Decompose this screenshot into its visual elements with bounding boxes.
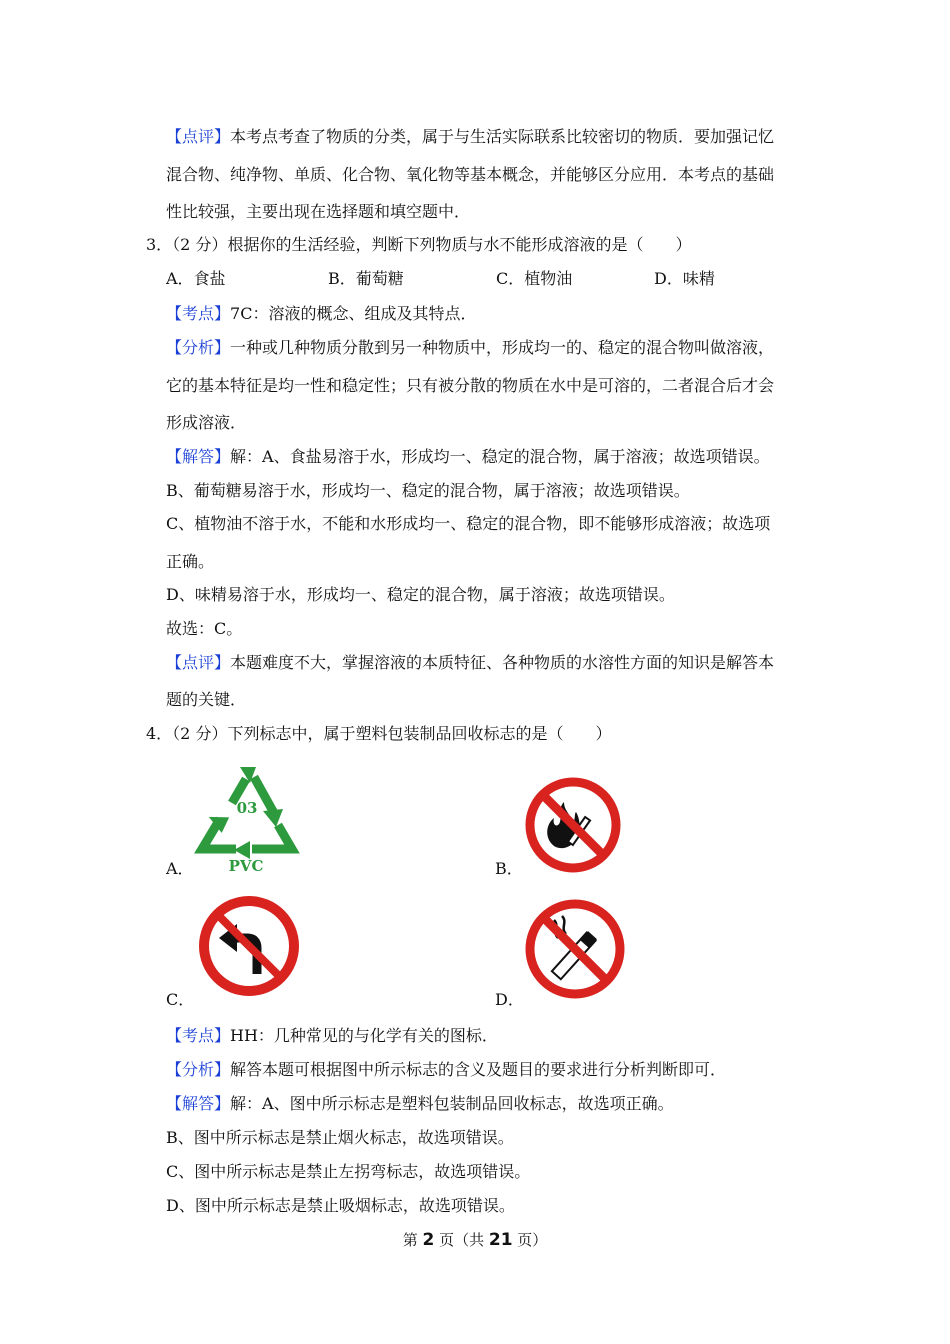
recycle-label: PVC [228,857,264,875]
review-tag: 【点评】 [166,127,231,146]
q3-jieda-1 [166,447,770,467]
q4-kaodian [166,1026,498,1046]
jieda-tag: 【解答】 [166,1094,231,1113]
total-pages: 21 [488,1230,513,1250]
page-footer [0,1229,950,1250]
q3-fenxi-2: 它的基本特征是均一性和稳定性；只有被分散的物质在水中是可溶的，二者混合后才会 [166,376,775,395]
fenxi-text: 解答本题可根据图中所示标志的含义及题目的要求进行分析判断即可． [230,1060,727,1079]
fenxi-tag: 【分析】 [166,1060,231,1079]
kaodian-tag: 【考点】 [166,1026,231,1045]
q3-fenxi-3: 形成溶液． [166,413,247,432]
footer-pre: 第 [402,1231,423,1249]
kaodian-text: HH：几种常见的与化学有关的图标． [230,1026,498,1045]
footer-mid: 页（共 [434,1231,489,1249]
jieda-text: 解：A、食盐易溶于水，形成均一、稳定的混合物，属于溶液；故选项错误。 [230,447,770,466]
review-text: 本考点考查了物质的分类，属于与生活实际联系比较密切的物质．要加强记忆 [230,127,775,146]
recycle-pvc-sign-icon [190,755,308,875]
review-line-2: 混合物、纯净物、单质、化合物、氧化物等基本概念，并能够区分应用．本考点的基础 [166,165,775,184]
footer-post: 页） [512,1231,548,1249]
q4-option-a: A． [166,859,194,878]
fenxi-text: 一种或几种物质分散到另一种物质中，形成均一的、稳定的混合物叫做溶液， [230,338,775,357]
q4-option-c: C． [166,990,195,1009]
q3-kaodian [166,304,476,324]
q4-option-d: D． [495,990,524,1009]
dianping-tag: 【点评】 [166,653,231,672]
recycle-number: 03 [236,799,258,817]
q4-fenxi [166,1060,726,1080]
q3-option-b: B．葡萄糖 [328,269,404,288]
jieda-text: 解：A、图中所示标志是塑料包装制品回收标志，故选项正确。 [230,1094,674,1113]
q4-jieda-2: B、图中所示标志是禁止烟火标志，故选项错误。 [166,1128,514,1147]
page-number: 2 [422,1230,435,1250]
q4-option-b: B． [495,859,523,878]
q3-jieda-6: 故选：C。 [166,619,243,638]
q3-stem: 3．（2 分）根据你的生活经验，判断下列物质与水不能形成溶液的是（ ） [146,235,692,254]
no-smoking-sign-icon [524,898,626,1000]
q4-jieda-4: D、图中所示标志是禁止吸烟标志，故选项错误。 [166,1196,515,1215]
no-fire-sign-icon [524,776,622,874]
kaodian-text: 7C：溶液的概念、组成及其特点． [230,304,477,323]
review-line-3: 性比较强，主要出现在选择题和填空题中． [166,202,471,221]
q3-option-c: C．植物油 [496,269,573,288]
q4-jieda-3: C、图中所示标志是禁止左拐弯标志，故选项错误。 [166,1162,531,1181]
q3-jieda-4: 正确。 [166,552,215,571]
dianping-text: 本题难度不大，掌握溶液的本质特征、各种物质的水溶性方面的知识是解答本 [230,653,775,672]
q3-jieda-5: D、味精易溶于水，形成均一、稳定的混合物，属于溶液；故选项错误。 [166,585,675,604]
q3-dianping-1 [166,653,774,673]
q3-jieda-3: C、植物油不溶于水，不能和水形成均一、稳定的混合物，即不能够形成溶液；故选项 [166,514,771,533]
no-left-turn-sign-icon [195,892,303,1000]
review-line-1 [166,127,774,147]
q4-stem: 4．（2 分）下列标志中，属于塑料包装制品回收标志的是（ ） [146,724,612,743]
jieda-tag: 【解答】 [166,447,231,466]
fenxi-tag: 【分析】 [166,338,231,357]
q4-jieda-1 [166,1094,674,1114]
kaodian-tag: 【考点】 [166,304,231,323]
q3-dianping-2: 题的关键． [166,690,247,709]
q3-jieda-2: B、葡萄糖易溶于水，形成均一、稳定的混合物，属于溶液；故选项错误。 [166,481,690,500]
q3-option-a: A．食盐 [166,269,226,288]
q3-fenxi-1 [166,338,774,358]
q3-option-d: D．味精 [654,269,715,288]
